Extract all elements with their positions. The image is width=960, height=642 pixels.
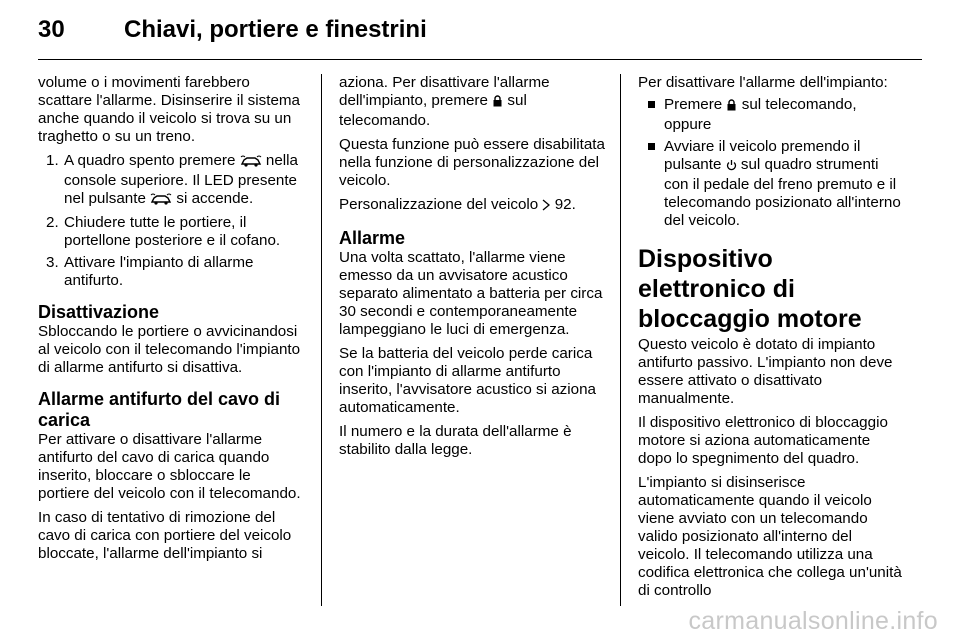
step-text: Chiudere tutte le portiere, il portellone posteriore e il cofano. [64,214,281,249]
cavo-paragraph-1: Per attivare o disattivare l'allarme antifurto del cavo di carica quando inserito, bloccare o sbloccare le portiere del veicolo con il telecomando. [38,431,301,502]
step-3 [38,254,304,290]
step-text: si accende. [176,190,254,207]
section-heading-immobilizer: Dispositivo elettronico di bloccaggio motore [638,245,862,333]
bullet-text: Premere [664,96,723,113]
paragraph-text: sul telecomando. [339,92,527,129]
header-rule [38,59,922,60]
intro-paragraph: volume o i movimenti farebbero scattare l'allarme. Disinserire il sistema anche quando il veicolo si trova su un traghetto o su un treno. [38,74,300,145]
immobilizer-paragraph-1: Questo veicolo è dotato di impianto antifurto passivo. L'impianto non deve essere attivato o disattivato manualmente. [638,336,893,407]
step-number: 3. [46,254,59,271]
power-icon [726,158,737,176]
bullet-item [638,138,904,230]
allarme-paragraph-3: Il numero e la durata dell'allarme è stabilito dalla legge. [339,423,572,458]
column-1 [38,74,304,569]
allarme-paragraph-2: Se la batteria del veicolo perde carica con l'impianto di allarme antifurto inserito, l'avvisatore acustico si aziona automaticamente. [339,345,596,416]
section-heading-allarme: Allarme [339,228,406,248]
paragraph-text: aziona. Per disattivare l'allarme dell'impianto, premere [339,74,550,109]
column-divider-1 [321,74,322,606]
padlock-icon [492,94,503,112]
immobilizer-paragraph-3: L'impianto si disinserisce automaticamente quando il veicolo viene avviato con un telecomando valido posizionato all'interno del veicolo. Il telecomando utilizza una codifica elettronica che collega un'unità di controllo [638,474,902,599]
disable-options [638,96,904,230]
bullet-text: sul telecomando, oppure [664,96,857,133]
paragraph-text: Personalizzazione del veicolo [339,196,539,213]
allarme-paragraph-1: Una volta scattato, l'allarme viene emesso da un avvisatore acustico separato alimentato a batteria per circa 30 secondi e contemporaneamente lampeggiano le luci di emergenza. [339,249,603,338]
column-3 [638,74,904,606]
car-alarm-icon [240,154,262,172]
bullet-item [638,96,904,134]
continuation-paragraph [339,74,605,130]
step-1 [38,152,304,210]
personalization-paragraph: Questa funzione può essere disabilitata nella funzione di personalizzazione del veicolo. [339,136,605,189]
column-2 [339,74,605,465]
bullet-text: sul quadro strumenti con il pedale del freno premuto e il telecomando posizionato all'interno del veicolo. [664,156,901,229]
bullet-text: Avviare il veicolo premendo il pulsante [664,138,861,173]
activation-steps [38,152,304,290]
disable-intro: Per disattivare l'allarme dell'impianto: [638,74,888,91]
step-number: 2. [46,214,59,231]
car-alarm-icon [150,192,172,210]
step-text: Attivare l'impianto di allarme antifurto. [64,254,254,289]
section-heading-cavo: Allarme antifurto del cavo di carica [38,389,281,430]
reference-paragraph [339,196,605,216]
step-number: 1. [46,152,59,169]
immobilizer-paragraph-2: Il dispositivo elettronico di bloccaggio motore si aziona automaticamente dopo lo spegnimento del quadro. [638,414,888,467]
page-reference: 92. [554,196,576,213]
watermark: carmanualsonline.info [688,607,938,635]
page-header [38,16,922,56]
padlock-icon [726,98,737,116]
step-text: nella console superiore. Il LED presente nel pulsante [64,152,298,207]
step-text: A quadro spento premere [64,152,236,169]
cavo-paragraph-2: In caso di tentativo di rimozione del cavo di carica con portiere del veicolo bloccate, l'allarme dell'impianto si [38,509,292,562]
page-number: 30 [38,16,65,43]
page-reference-icon [542,198,550,216]
section-heading-disattivazione: Disattivazione [38,302,160,322]
disattivazione-paragraph: Sbloccando le portiere o avvicinandosi al veicolo con il telecomando l'impianto di allarme antifurto si disattiva. [38,323,301,376]
page-title: Chiavi, portiere e finestrini [124,16,427,43]
column-divider-2 [620,74,621,606]
step-2 [38,214,304,250]
